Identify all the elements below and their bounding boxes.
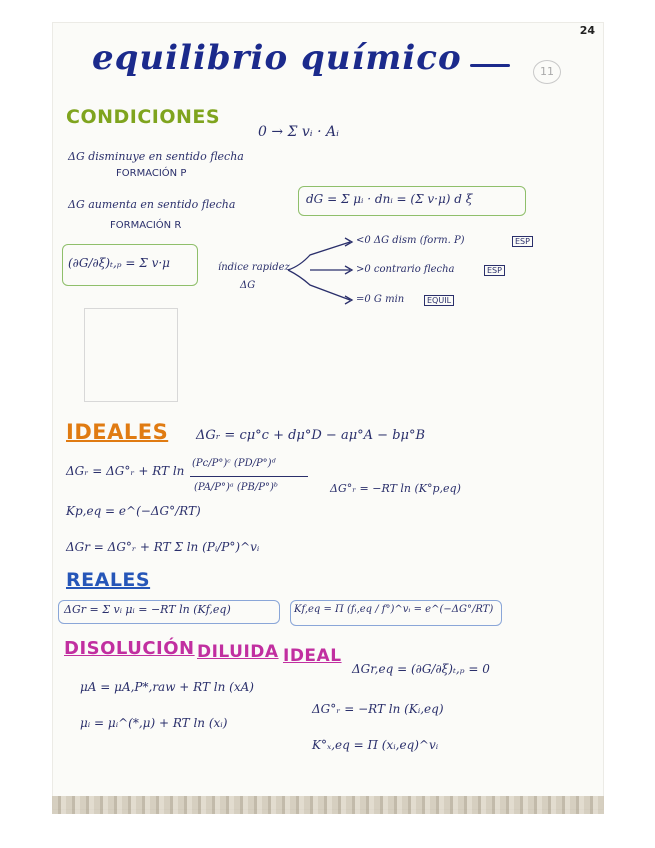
blank-sketch-area [84,308,178,402]
condition-line-2: ΔG aumenta en sentido flecha [68,198,236,211]
ideales-eq2-numerator: (Pc/P°)ᶜ (PD/P°)ᵈ [192,458,276,469]
reaction-equation: 0 → Σ vᵢ · Aᵢ [258,124,339,140]
ideales-eq5: ΔGr = ΔG°ᵣ + RT Σ ln (Pᵢ/P°)^vᵢ [66,540,260,554]
ideales-eq1: ΔGᵣ = cμ°c + dμ°D − aμ°A − bμ°B [196,428,426,443]
section-heading-condiciones: CONDICIONES [66,106,221,128]
derivative-equation: (∂G/∂ξ)ₜ,ₚ = Σ v·μ [68,256,170,270]
page-title: equilibrio químico [92,38,462,78]
dG-equation: dG = Σ μᵢ · dnᵢ = (Σ v·μ) d ξ [306,192,473,206]
page-number: 24 [579,24,595,37]
ideales-eq3: ΔG°ᵣ = −RT ln (K°p,eq) [330,482,461,495]
reales-eq2: Kf,eq = Π (fᵢ,eq / f°)^vᵢ = e^(−ΔG°/RT) [294,604,494,615]
section-heading-ideal: IDEAL [283,646,342,666]
branch-positive-tag: ESP [484,265,505,276]
disolucion-eq4: μᵢ = μᵢ^(*,μ) + RT ln (xᵢ) [80,716,228,730]
section-heading-diluida: DILUIDA [197,642,279,662]
title-marker-circle: 11 [533,60,561,84]
disolucion-eq1: ΔGr,eq = (∂G/∂ξ)ₜ,ₚ = 0 [352,662,490,676]
section-heading-ideales: IDEALES [66,420,169,444]
condition-line-1: ΔG disminuye en sentido flecha [68,150,244,163]
disolucion-eq5: K°ₓ,eq = Π (xᵢ,eq)^vᵢ [312,738,439,752]
indice-label: índice rapidez [218,262,290,273]
branch-negative: <0 ΔG dism (form. P) [356,235,465,246]
branch-zero-tag: EQUIL [424,295,454,306]
ideales-eq2-left: ΔGᵣ = ΔG°ᵣ + RT ln [66,464,185,478]
branch-negative-tag: ESP [512,236,533,247]
branch-zero: =0 G min [356,294,405,305]
disolucion-eq2: μA = μA,P*,raw + RT ln (xA) [80,680,254,694]
section-heading-disolucion: DISOLUCIÓN [64,638,195,659]
reales-eq1: ΔGr = Σ vᵢ μᵢ = −RT ln (Kf,eq) [64,603,231,616]
ideales-eq4: Kp,eq = e^(−ΔG°/RT) [66,504,201,518]
section-heading-reales: REALES [66,569,151,591]
branch-positive: >0 contrario flecha [356,264,455,275]
condition-line-2b: FORMACIÓN R [110,220,182,231]
indice-label-2: ΔG [240,280,256,291]
ideales-eq2-denominator: (PA/P°)ᵃ (PB/P°)ᵇ [194,482,278,493]
condition-line-1b: FORMACIÓN P [116,168,187,179]
disolucion-eq3: ΔG°ᵣ = −RT ln (Kᵢ,eq) [312,702,444,716]
fraction-bar [190,476,308,477]
